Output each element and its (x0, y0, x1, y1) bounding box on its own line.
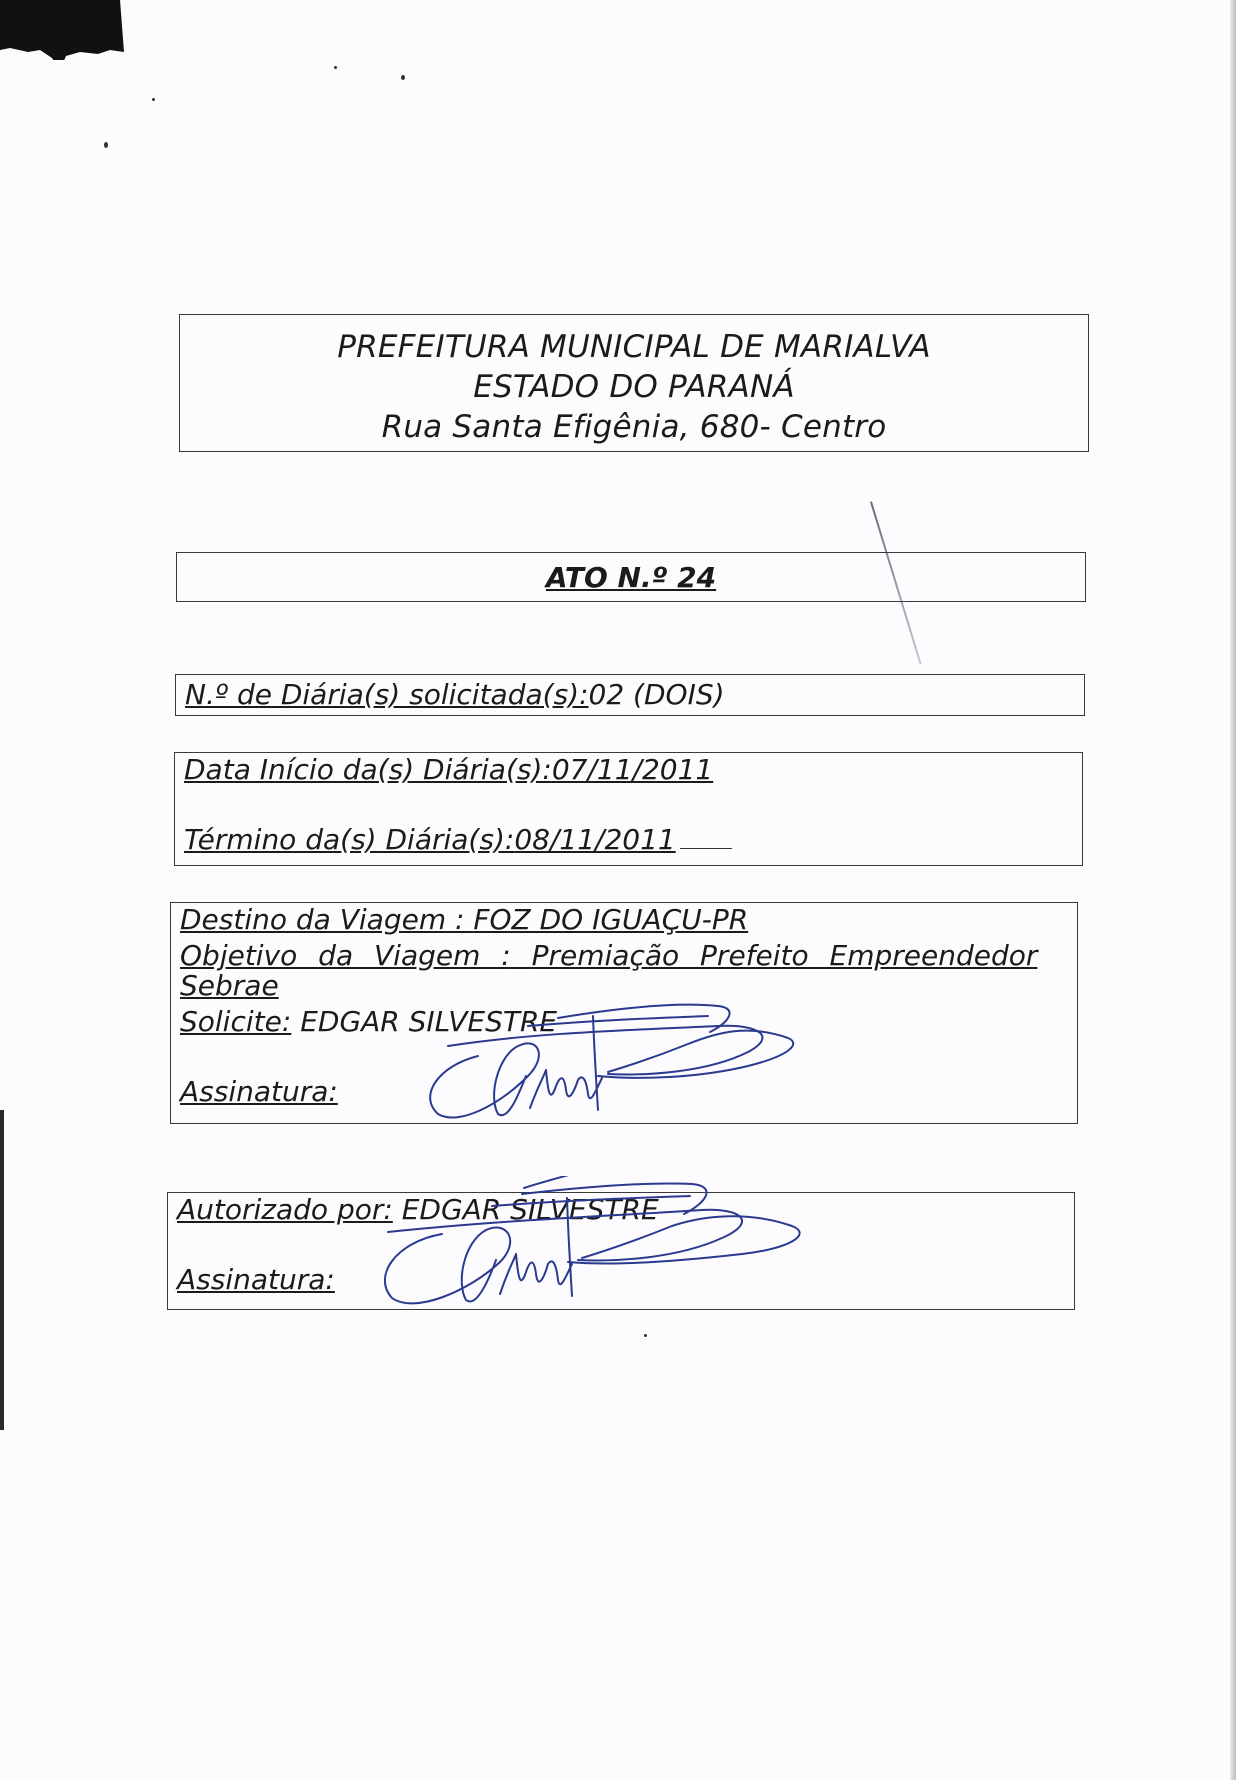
objective-continuation: Sebrae (180, 969, 279, 1002)
ato-title: ATO N.º 24 (545, 561, 717, 594)
ato-number-box (176, 552, 1086, 602)
destination-label: Destino da Viagem : (180, 903, 465, 936)
destination-value: FOZ DO IGUAÇU-PR (473, 903, 749, 936)
header-line-2: ESTADO DO PARANÁ (473, 369, 795, 405)
start-date-value: 07/11/2011 (551, 753, 714, 786)
header-line-1: PREFEITURA MUNICIPAL DE MARIALVA (337, 329, 931, 365)
letterhead-box (179, 314, 1089, 452)
diarias-count-box (175, 674, 1085, 716)
requester-label: Solicite: (180, 1005, 292, 1038)
requester-signature (418, 996, 798, 1126)
start-date-label: Data Início da(s) Diária(s): (184, 753, 552, 786)
diarias-count-row (185, 678, 725, 711)
objective-row (180, 939, 1037, 972)
scan-speck (401, 75, 405, 80)
header-line-3: Rua Santa Efigênia, 680- Centro (381, 409, 887, 445)
end-date-row (184, 823, 732, 856)
diarias-count-value: 02 (DOIS) (588, 678, 725, 711)
requester-signature-label: Assinatura: (180, 1075, 338, 1108)
scan-artifact-corner (0, 0, 126, 60)
destination-row (180, 903, 748, 936)
dates-box (174, 752, 1083, 866)
authorizer-signature-label: Assinatura: (177, 1263, 335, 1296)
start-date-row (184, 753, 713, 786)
scan-speck (152, 98, 155, 101)
objective-value: Premiação Prefeito Empreendedor (531, 939, 1038, 972)
scan-speck (104, 142, 108, 148)
objective-label: Objetivo da Viagem : (180, 939, 511, 972)
authorizer-signature (372, 1176, 812, 1316)
scan-speck (644, 1334, 647, 1337)
end-date-fill-line (680, 848, 732, 849)
requester-value: EDGAR SILVESTRE (300, 1005, 558, 1038)
scan-edge-left (0, 1110, 4, 1430)
scan-edge-right (1230, 0, 1236, 1780)
authorizer-value: EDGAR SILVESTRE (401, 1193, 659, 1226)
authorizer-label: Autorizado por: (177, 1193, 393, 1226)
diarias-count-label: N.º de Diária(s) solicitada(s): (185, 678, 589, 711)
scan-speck (334, 66, 337, 69)
end-date-label: Término da(s) Diária(s): (184, 823, 515, 856)
end-date-value: 08/11/2011 (514, 823, 676, 856)
